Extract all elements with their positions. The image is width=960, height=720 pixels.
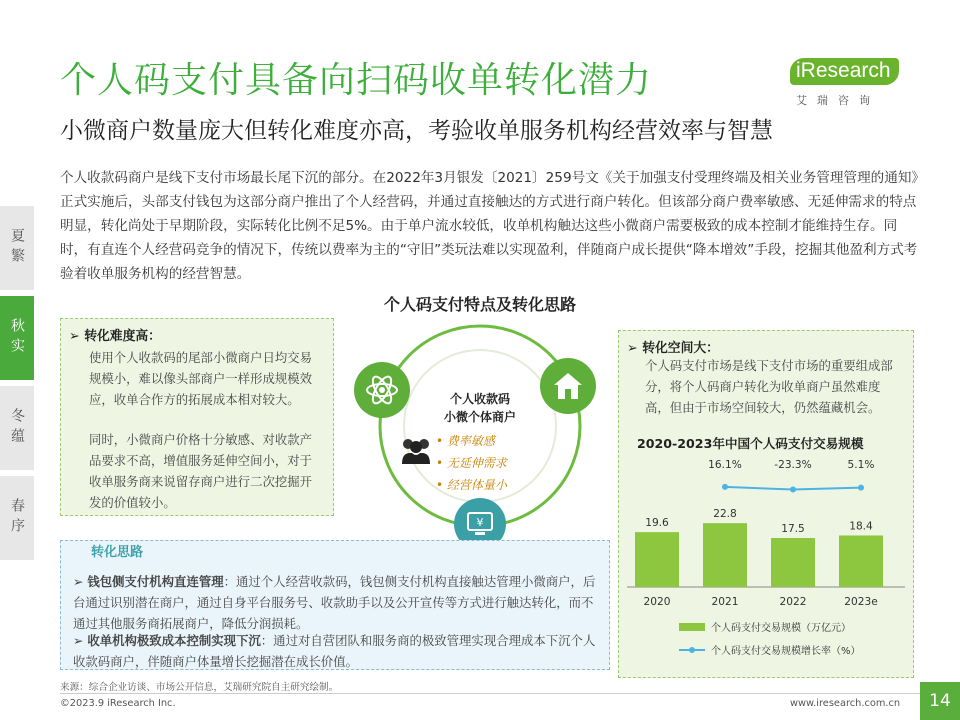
growth-value-label: 5.1% [847, 459, 875, 471]
trait-3: • 经营体量小 [436, 478, 507, 492]
growth-value-label: 16.1% [708, 459, 742, 471]
growth-point [722, 484, 728, 490]
bar-value-label: 17.5 [781, 523, 805, 535]
website-link[interactable]: www.iresearch.com.cn [790, 698, 901, 709]
growth-point [858, 485, 864, 491]
approach-panel [60, 540, 610, 670]
difficulty-panel [60, 318, 334, 516]
legend-line-label: 个人码支付交易规模增长率（%） [711, 646, 861, 657]
svg-text:¥: ¥ [476, 516, 484, 529]
legend-line-dot [689, 647, 695, 653]
bar-line-chart [619, 451, 913, 677]
center-line-2: 小微个体商户 [443, 410, 516, 424]
difficulty-title: 转化难度高 [84, 329, 149, 344]
footer-divider [60, 693, 920, 694]
trait-1: • 费率敏感 [436, 434, 495, 448]
approach-item-2: ➢ 收单机构极致成本控制实现下沉：通过对自营团队和服务商的极致管理实现合理成本下沉个人收款码商户，伴随商户体量增长挖掘潜在成长价值。 [73, 633, 596, 669]
side-tab-label: 夏繁 [9, 228, 25, 268]
copyright: ©2023.9 iResearch Inc. [60, 698, 176, 709]
arrow-icon: ➢ [73, 574, 88, 589]
x-tick-label: 2021 [711, 596, 739, 608]
center-line-1: 个人收款码 [449, 392, 510, 406]
users-icon [398, 434, 434, 468]
x-tick-label: 2022 [779, 596, 807, 608]
approach-item-1: ➢ 钱包侧支付机构直连管理：通过个人经营收款码，钱包侧支付机构直接触达管理小微商户，后台通过识别潜在商户，通过自身平台服务号、收款助手以及公开宣传等方式进行触达转化，而不通过其他服务商拓展商户，降低分润损耗。 [73, 574, 596, 631]
space-title: 转化空间大 [642, 341, 707, 356]
iresearch-logo [790, 56, 910, 112]
growth-point [790, 487, 796, 493]
difficulty-text-1: 使用个人收款码的尾部小微商户日均交易规模小，难以像头部商户一样形成规模效应，收单合作方的拓展成本相对较大。 [89, 350, 313, 407]
logo-wordmark: iResearch [790, 58, 899, 85]
chart-title: 2020-2023年中国个人码支付交易规模 [637, 436, 864, 451]
bar-2023e [839, 535, 883, 587]
page-title: 个人码支付具备向扫码收单转化潜力 [60, 60, 653, 101]
atom-icon [354, 362, 410, 418]
bar-value-label: 22.8 [713, 508, 737, 521]
difficulty-text-2: 同时，小微商户价格十分敏感、对收款产品要求不高，增值服务延伸空间小，对于收单服务商来说留存商户进行二次挖掘开发的价值较小。 [89, 432, 313, 510]
intro-paragraph: 个人收款码商户是线下支付市场最长尾下沉的部分。在2022年3月银发〔2021〕259号文《关于加强支付受理终端及相关业务管理管理的通知》正式实施后，头部支付钱包为这部分商户推出了个人经营码，并通过直接触达的方式进行商户转化。但该部分商户费率敏感、无延伸需求的特点明显，转化尚处于早期阶段，实际转化比例不足5%。由于单户流水较低，收单机构触达这些小微商户需要极致的成本控制才能维持生存。同时，有直连个人经营码竞争的情况下，传统以费率为主的“守旧”类玩法难以实现盈利，伴随商户成长提供“降本增效”手段，挖掘其他盈利方式考验着收单服务机构的经营智慧。 [60, 170, 919, 282]
side-tab-winter[interactable] [0, 386, 34, 470]
bar-2021 [703, 523, 747, 587]
bar-2022 [771, 538, 815, 587]
page-number: 14 [920, 682, 960, 720]
arrow-icon: ➢ [73, 633, 88, 648]
page-subtitle: 小微商户数量庞大但转化难度亦高，考验收单服务机构经营效率与智慧 [60, 118, 773, 144]
source-note: 来源：综合企业访谈、市场公开信息，艾瑞研究院自主研究绘制。 [60, 682, 339, 693]
side-tab-label: 春序 [9, 498, 25, 538]
side-tab-label: 冬蕴 [9, 408, 25, 448]
x-tick-label: 2023e [844, 596, 878, 608]
arrow-icon: ➢ [627, 341, 643, 356]
space-text: 个人码支付市场是线下支付市场的重要组成部分，将个人码商户转化为收单商户虽然难度高，但由于市场空间较大，仍然蕴藏机会。 [645, 358, 893, 415]
legend-bar-label: 个人码支付交易规模（万亿元） [711, 623, 851, 634]
growth-value-label: -23.3% [774, 459, 812, 471]
side-tab-spring[interactable] [0, 476, 34, 560]
arrow-icon: ➢ [69, 329, 85, 344]
side-tab-label: 秋实 [9, 318, 25, 358]
side-tab-summer[interactable] [0, 206, 34, 290]
store-icon [540, 358, 596, 414]
x-tick-label: 2020 [643, 596, 671, 608]
bar-value-label: 19.6 [645, 517, 669, 530]
space-panel [618, 330, 914, 678]
difficulty-heading: ➢ 转化难度高： [69, 329, 161, 344]
circle-diagram [340, 318, 620, 548]
approach-title: 转化思路 [91, 545, 144, 560]
diagram-title: 个人码支付特点及转化思路 [383, 295, 576, 314]
legend-bar-swatch [679, 623, 705, 631]
side-tab-autumn[interactable] [0, 296, 34, 380]
space-heading: ➢ 转化空间大： [627, 341, 719, 356]
trait-2: • 无延伸需求 [436, 456, 507, 470]
bar-2020 [635, 532, 679, 587]
bar-value-label: 18.4 [849, 520, 873, 533]
logo-cn: 艾瑞咨询 [796, 94, 880, 107]
